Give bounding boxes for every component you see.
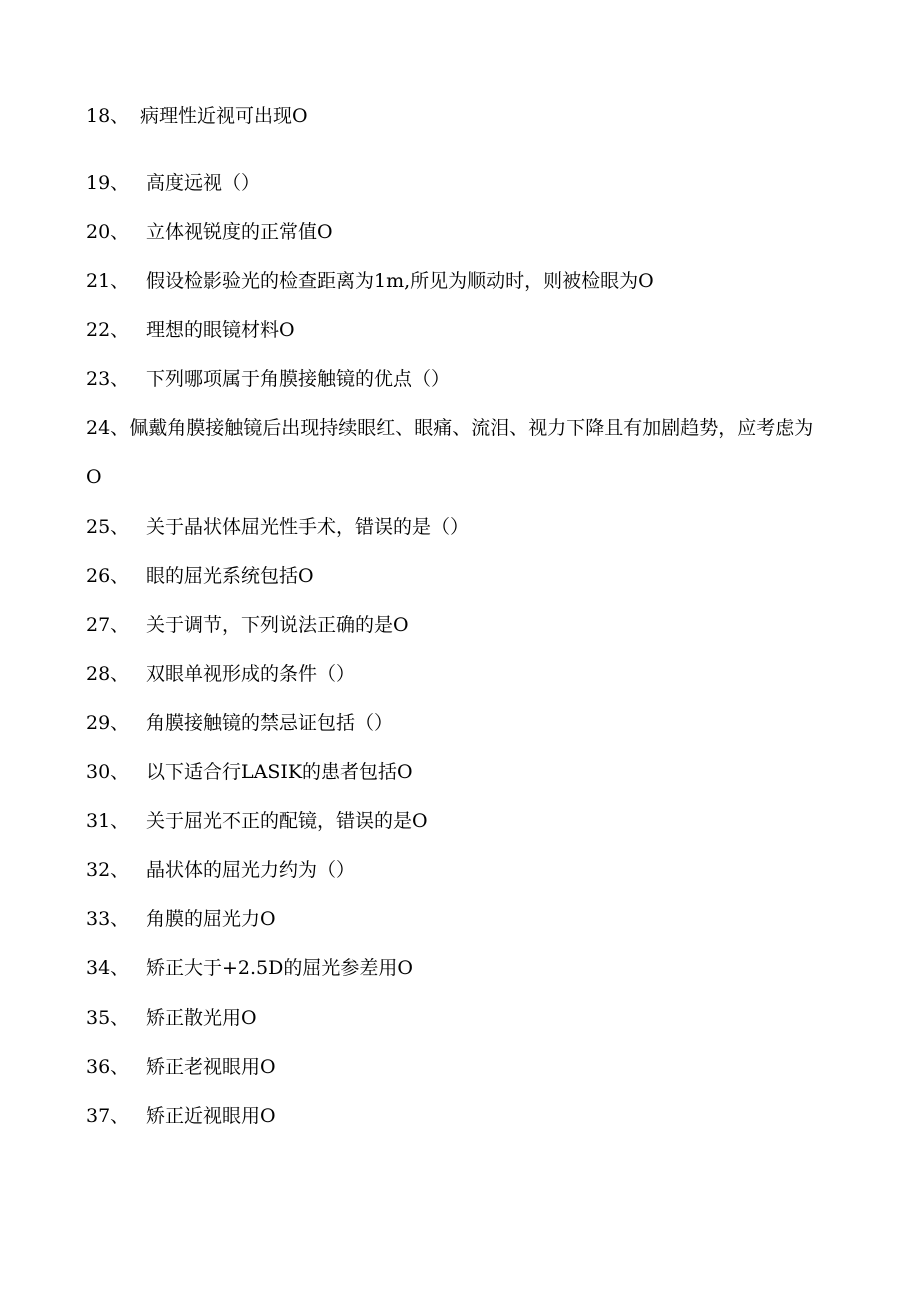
question-item bbox=[86, 318, 295, 342]
question-number: 35、 bbox=[86, 1007, 130, 1029]
question-number: 23、 bbox=[86, 368, 130, 390]
question-number: 34、 bbox=[86, 957, 130, 979]
question-text: 双眼单视形成的条件（） bbox=[146, 663, 356, 685]
question-item bbox=[86, 1104, 276, 1128]
question-number: 28、 bbox=[86, 663, 130, 685]
question-text: 晶状体的屈光力约为（） bbox=[146, 859, 356, 881]
question-text: 佩戴角膜接触镜后出现持续眼红、眼痛、流泪、视力下降且有加剧趋势，应考虑为O bbox=[86, 417, 814, 488]
question-text: 矫正近视眼用O bbox=[146, 1105, 276, 1127]
question-number: 26、 bbox=[86, 565, 130, 587]
question-text: 假设检影验光的检查距离为1m,所见为顺动时，则被检眼为O bbox=[146, 270, 654, 292]
question-text: 关于调节，下列说法正确的是O bbox=[146, 614, 409, 636]
question-item bbox=[86, 1006, 257, 1030]
question-item bbox=[86, 613, 409, 637]
question-text: 关于晶状体屈光性手术，错误的是（） bbox=[146, 516, 470, 538]
question-number: 37、 bbox=[86, 1105, 130, 1127]
question-text: 下列哪项属于角膜接触镜的优点（） bbox=[146, 368, 451, 390]
question-item bbox=[86, 404, 826, 502]
question-number: 30、 bbox=[86, 761, 130, 783]
question-number: 20、 bbox=[86, 221, 130, 243]
question-number: 33、 bbox=[86, 908, 130, 930]
question-text: 眼的屈光系统包括O bbox=[146, 565, 314, 587]
question-number: 19、 bbox=[86, 172, 130, 194]
question-item bbox=[86, 760, 413, 784]
question-item bbox=[86, 515, 469, 539]
question-text: 矫正大于+2.5D的屈光参差用O bbox=[146, 957, 413, 979]
question-item bbox=[86, 858, 355, 882]
question-item bbox=[86, 220, 333, 244]
question-text: 立体视锐度的正常值O bbox=[146, 221, 333, 243]
question-item bbox=[86, 171, 260, 195]
question-text: 病理性近视可出现O bbox=[140, 105, 308, 127]
question-number: 18、 bbox=[86, 105, 130, 127]
question-text: 以下适合行LASIK的患者包括O bbox=[146, 761, 413, 783]
question-number: 29、 bbox=[86, 712, 130, 734]
question-item bbox=[86, 907, 276, 931]
question-item bbox=[86, 1055, 276, 1079]
question-text: 角膜的屈光力O bbox=[146, 908, 276, 930]
question-text: 角膜接触镜的禁忌证包括（） bbox=[146, 712, 394, 734]
question-number: 22、 bbox=[86, 319, 130, 341]
question-text: 高度远视（） bbox=[146, 172, 261, 194]
question-item bbox=[86, 956, 413, 980]
question-number: 21、 bbox=[86, 270, 130, 292]
question-text: 关于屈光不正的配镜，错误的是O bbox=[146, 810, 428, 832]
question-text: 矫正老视眼用O bbox=[146, 1056, 276, 1078]
question-item bbox=[86, 367, 450, 391]
question-number: 24、 bbox=[86, 417, 130, 439]
question-number: 36、 bbox=[86, 1056, 130, 1078]
question-number: 32、 bbox=[86, 859, 130, 881]
question-number: 27、 bbox=[86, 614, 130, 636]
question-item bbox=[86, 269, 654, 293]
question-text: 矫正散光用O bbox=[146, 1007, 257, 1029]
question-item bbox=[86, 104, 308, 128]
question-item bbox=[86, 662, 355, 686]
question-item bbox=[86, 564, 314, 588]
question-item bbox=[86, 711, 393, 735]
question-number: 25、 bbox=[86, 516, 130, 538]
question-item bbox=[86, 809, 428, 833]
question-text: 理想的眼镜材料O bbox=[146, 319, 295, 341]
question-number: 31、 bbox=[86, 810, 130, 832]
